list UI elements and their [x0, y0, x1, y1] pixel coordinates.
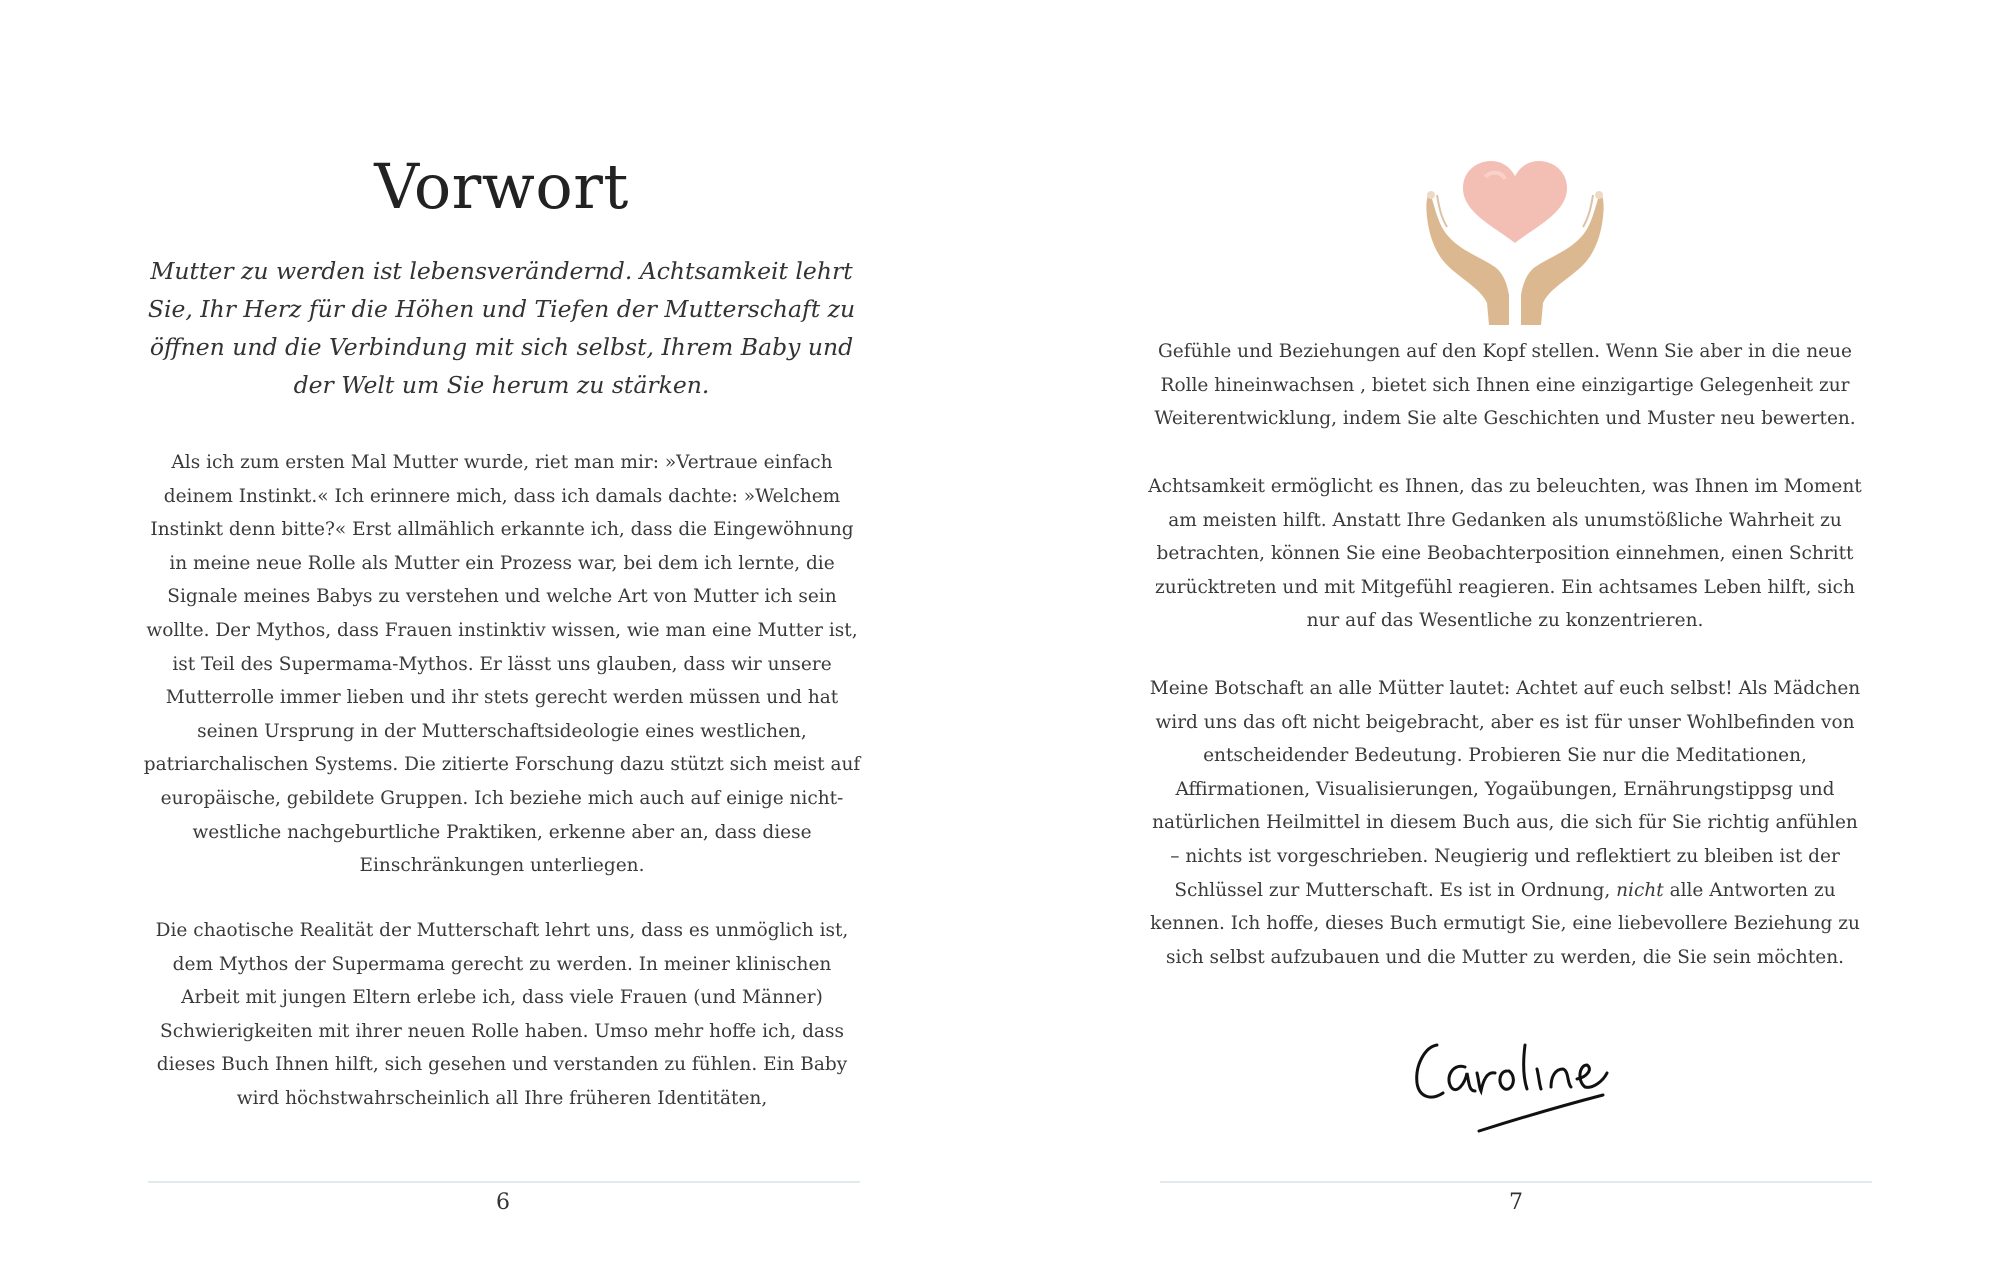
heart-in-hands-illustration: [1425, 155, 1605, 330]
page-title: Vorwort: [374, 150, 629, 223]
footer-rule: [148, 1181, 860, 1183]
page-number-left: 6: [496, 1190, 510, 1215]
right-page: [1003, 0, 2006, 1280]
body-paragraph-3: Gefühle und Beziehungen auf den Kopf stellen. Wenn Sie aber in die neue Rolle hineinwachsen , bietet sich Ihnen eine einzigartige Gelegenheit zur Weiterentwicklung, indem Sie alte Geschichten und Muster neu bewerten.: [1154, 341, 1856, 430]
signature-caroline: [1407, 1025, 1627, 1145]
body-paragraph-1: Als ich zum ersten Mal Mutter wurde, riet man mir: »Vertraue einfach deinem Instinkt.« Ich erinnere mich, dass ich damals dachte: »Welchem Instinkt denn bitte?« Erst allmählich erkannte ich, dass die Eingewöhnung in meine neue Rolle als Mutter ein Prozess war, bei dem ich lernte, die Signale meines Babys zu verstehen und welche Art von Mutter ich sein wollte. Der Mythos, dass Frauen instinktiv wissen, wie man eine Mutter ist, ist Teil des Supermama-Mythos. Er lässt uns glauben, dass wir unsere Mutterrolle immer lieben und ihr stets gerecht werden müssen und hat seinen Ursprung in der Mutterschaftsideologie eines westlichen, patriarchalischen Systems. Die zitierte Forschung dazu stützt sich meist auf europäische, gebildete Gruppen. Ich beziehe mich auch auf einige nicht-westliche nachgeburtliche Praktiken, erkenne aber an, dass diese Einschränkungen unterliegen.: [143, 452, 861, 877]
footer-rule: [1160, 1181, 1872, 1183]
heart-icon: [1463, 161, 1567, 243]
body-paragraph-4: Achtsamkeit ermöglicht es Ihnen, das zu beleuchten, was Ihnen im Moment am meisten hilft. Anstatt Ihre Gedanken als unumstößliche Wahrheit zu betrachten, können Sie eine Beobachterposition einnehmen, einen Schritt zurücktreten und mit Mitgefühl reagieren. Ein achtsames Leben hilft, sich nur auf das Wesentliche zu konzentrieren.: [1148, 476, 1862, 632]
page-number-right: 7: [1509, 1190, 1523, 1215]
body-paragraph-2: Die chaotische Realität der Mutterschaft lehrt uns, dass es unmöglich ist, dem Mythos der Supermama gerecht zu werden. In meiner klinischen Arbeit mit jungen Eltern erlebe ich, dass viele Frauen (und Männer) Schwierigkeiten mit ihrer neuen Rolle haben. Umso mehr hoffe ich, dass dieses Buch Ihnen hilft, sich gesehen und verstanden zu fühlen. Ein Baby wird höchstwahrscheinlich all Ihre früheren Identitäten,: [155, 920, 849, 1109]
emphasis-text: nicht: [1616, 879, 1664, 901]
body-paragraph-5: [1145, 672, 1865, 974]
intro-paragraph: Mutter zu werden ist lebensverändernd. Achtsamkeit lehrt Sie, Ihr Herz für die Höhen und Tiefen der Mutterschaft zu öffnen und die Verbindung mit sich selbst, Ihrem Baby und der Welt um Sie herum zu stärken.: [147, 257, 856, 399]
paragraph-text: Meine Botschaft an alle Mütter lautet: Achtet auf euch selbst! Als Mädchen wird uns das oft nicht beigebracht, aber es ist für unser Wohlbefinden von entscheidender Bedeutung. Probieren Sie nur die Meditationen, Affirmationen, Visualisierungen, Yogaübungen, Ernährungstippsg und natürlichen Heilmittel in diesem Buch aus, die sich für Sie richtig anfühlen – nichts ist vorgeschrieben. Neugierig und reflektiert zu bleiben ist der Schlüssel zur Mutterschaft. Es ist in Ordnung,: [1149, 678, 1861, 901]
paragraph-text: alle Antworten zu kennen. Ich hoffe, dieses Buch ermutigt Sie, eine liebevollere Beziehung zu sich selbst aufzubauen und die Mutter zu werden, die Sie sein möchten.: [1150, 879, 1860, 968]
